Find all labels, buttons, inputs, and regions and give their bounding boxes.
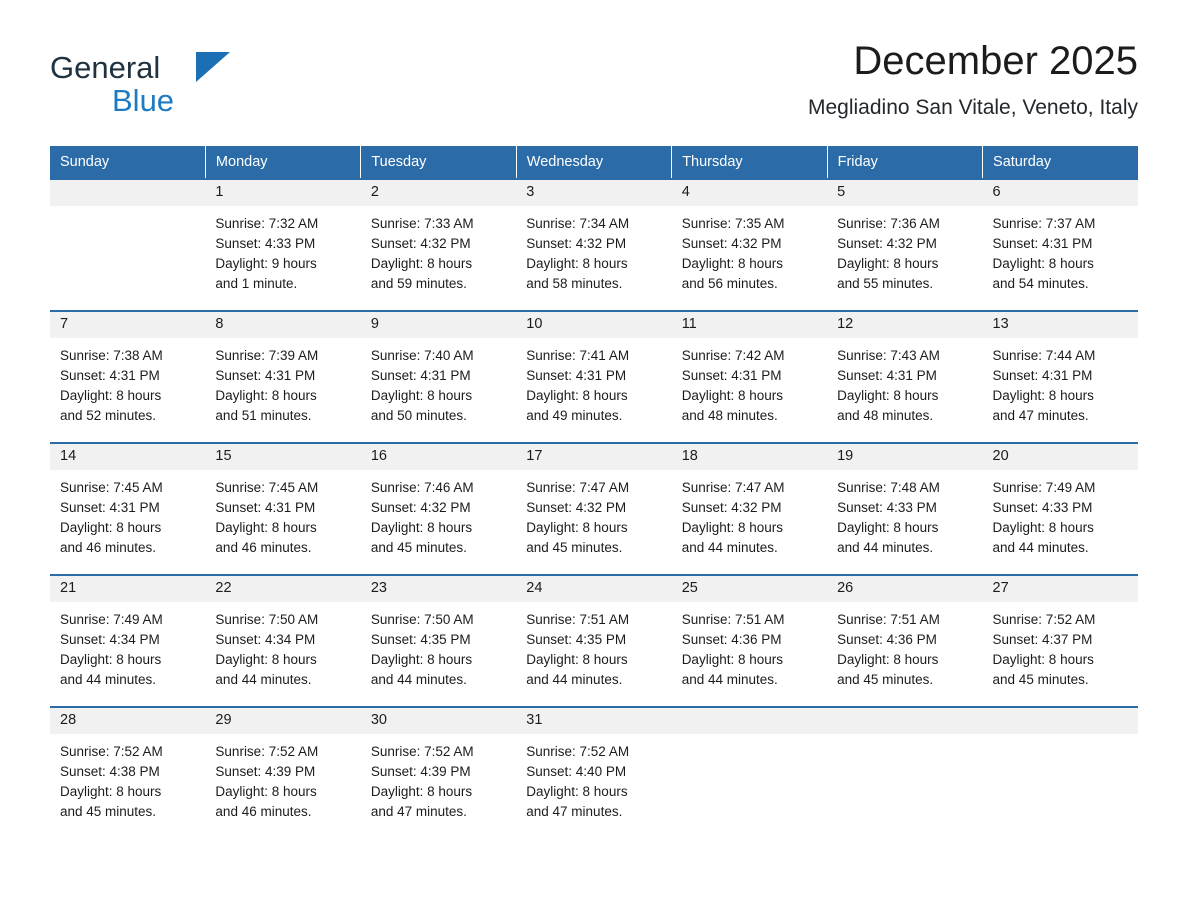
day-detail-line: Daylight: 8 hours: [370, 388, 473, 403]
location-subtitle: Megliadino San Vitale, Veneto, Italy: [807, 96, 1138, 119]
day-detail-line: and 59 minutes.: [370, 276, 467, 291]
day-detail-line: Sunrise: 7:38 AM: [60, 348, 163, 363]
calendar-row-spacer: [50, 298, 1138, 311]
calendar-day-cell[interactable]: [983, 575, 1138, 694]
day-details: [361, 734, 516, 822]
day-number: 12: [827, 312, 982, 338]
calendar-week-row: [50, 311, 1138, 430]
day-detail-line: Daylight: 8 hours: [526, 256, 628, 271]
day-detail-line: Sunset: 4:31 PM: [215, 368, 316, 383]
day-detail-line: Daylight: 8 hours: [215, 652, 317, 667]
weekday-header-tuesday: Tuesday: [361, 146, 516, 179]
day-detail-line: Sunset: 4:31 PM: [215, 500, 316, 515]
day-detail-line: Sunrise: 7:49 AM: [992, 480, 1096, 495]
day-detail-line: and 50 minutes.: [370, 408, 467, 423]
day-detail-line: and 48 minutes.: [837, 408, 934, 423]
calendar-day-cell[interactable]: [50, 575, 205, 694]
day-detail-line: Sunset: 4:31 PM: [681, 368, 782, 383]
calendar-day-cell[interactable]: [50, 443, 205, 562]
day-detail-line: and 56 minutes.: [681, 276, 778, 291]
day-number: 27: [983, 576, 1138, 602]
day-number: 4: [672, 180, 827, 206]
logo-text-blue: Blue: [112, 83, 175, 118]
day-details: [672, 206, 827, 294]
day-detail-line: Daylight: 8 hours: [526, 388, 628, 403]
day-details: [827, 734, 982, 742]
day-details: [50, 470, 205, 558]
day-detail-line: Sunrise: 7:50 AM: [370, 612, 474, 627]
day-detail-line: Sunset: 4:39 PM: [215, 764, 316, 779]
calendar-day-cell[interactable]: [205, 443, 360, 562]
day-detail-line: Daylight: 8 hours: [370, 784, 473, 799]
day-detail-line: Sunset: 4:31 PM: [526, 368, 627, 383]
day-details: [205, 734, 360, 822]
calendar-empty-cell: [672, 707, 827, 826]
day-detail-line: Sunset: 4:32 PM: [526, 236, 627, 251]
logo-triangle-icon: [196, 52, 230, 82]
day-details: [983, 734, 1138, 742]
day-detail-line: Daylight: 8 hours: [370, 520, 473, 535]
day-detail-line: and 46 minutes.: [215, 804, 312, 819]
calendar-day-cell[interactable]: [827, 575, 982, 694]
day-detail-line: Sunrise: 7:52 AM: [215, 744, 319, 759]
day-detail-line: Daylight: 8 hours: [215, 388, 317, 403]
day-detail-line: and 44 minutes.: [992, 540, 1089, 555]
day-detail-line: and 45 minutes.: [837, 672, 934, 687]
day-details: [983, 206, 1138, 294]
day-detail-line: and 58 minutes.: [526, 276, 623, 291]
calendar-day-cell[interactable]: [983, 311, 1138, 430]
day-detail-line: and 54 minutes.: [992, 276, 1089, 291]
calendar-row-spacer: [50, 694, 1138, 707]
calendar-day-cell[interactable]: [361, 179, 516, 298]
spacer-cell: [50, 430, 1138, 443]
day-detail-line: and 44 minutes.: [370, 672, 467, 687]
day-detail-line: and 47 minutes.: [526, 804, 623, 819]
day-detail-line: and 44 minutes.: [837, 540, 934, 555]
day-detail-line: Daylight: 8 hours: [215, 784, 317, 799]
day-detail-line: Daylight: 8 hours: [681, 520, 783, 535]
day-number: 5: [827, 180, 982, 206]
calendar-day-cell[interactable]: [50, 311, 205, 430]
day-details: [672, 470, 827, 558]
calendar-day-cell[interactable]: [672, 179, 827, 298]
day-detail-line: Daylight: 8 hours: [837, 520, 939, 535]
day-detail-line: Sunrise: 7:33 AM: [370, 216, 474, 231]
day-number: 20: [983, 444, 1138, 470]
day-detail-line: Sunset: 4:31 PM: [60, 500, 160, 515]
day-number: 30: [361, 708, 516, 734]
day-detail-line: Sunrise: 7:37 AM: [992, 216, 1096, 231]
day-detail-line: and 1 minute.: [215, 276, 298, 291]
day-detail-line: and 52 minutes.: [60, 408, 157, 423]
day-detail-line: Sunrise: 7:47 AM: [526, 480, 630, 495]
day-details: [361, 338, 516, 426]
day-detail-line: and 45 minutes.: [992, 672, 1089, 687]
day-details: [983, 470, 1138, 558]
day-detail-line: Daylight: 8 hours: [837, 256, 939, 271]
day-detail-line: Sunset: 4:31 PM: [837, 368, 937, 383]
calendar-empty-cell: [50, 179, 205, 298]
calendar-week-row: [50, 575, 1138, 694]
day-details: [672, 602, 827, 690]
day-number: 7: [50, 312, 205, 338]
day-details: [361, 470, 516, 558]
day-detail-line: Daylight: 8 hours: [370, 652, 473, 667]
day-number: 19: [827, 444, 982, 470]
day-detail-line: Daylight: 8 hours: [60, 388, 162, 403]
calendar-day-cell[interactable]: [516, 179, 671, 298]
day-detail-line: Sunset: 4:31 PM: [370, 368, 471, 383]
day-detail-line: Sunset: 4:31 PM: [60, 368, 160, 383]
day-details: [50, 338, 205, 426]
day-detail-line: Daylight: 8 hours: [60, 784, 162, 799]
day-detail-line: Sunrise: 7:48 AM: [837, 480, 940, 495]
day-detail-line: Sunrise: 7:46 AM: [370, 480, 474, 495]
day-detail-line: Sunrise: 7:52 AM: [992, 612, 1096, 627]
day-detail-line: and 46 minutes.: [60, 540, 157, 555]
day-detail-line: and 46 minutes.: [215, 540, 312, 555]
weekday-header-saturday: Saturday: [983, 146, 1138, 179]
day-details: [827, 602, 982, 690]
title-block: [250, 40, 1138, 120]
weekday-header-row: [50, 146, 1138, 179]
weekday-header-thursday: Thursday: [672, 146, 827, 179]
day-detail-line: Sunset: 4:34 PM: [60, 632, 160, 647]
weekday-header-friday: Friday: [827, 146, 982, 179]
day-detail-line: Sunrise: 7:44 AM: [992, 348, 1096, 363]
day-detail-line: Sunrise: 7:45 AM: [215, 480, 319, 495]
calendar-week-row: [50, 707, 1138, 826]
day-detail-line: and 47 minutes.: [992, 408, 1089, 423]
weekday-header-wednesday: Wednesday: [516, 146, 671, 179]
page-header: [50, 40, 1138, 124]
day-number: 8: [205, 312, 360, 338]
day-detail-line: and 44 minutes.: [215, 672, 312, 687]
day-details: [50, 734, 205, 822]
day-detail-line: Daylight: 8 hours: [526, 784, 628, 799]
day-number: [50, 180, 205, 206]
day-detail-line: Sunset: 4:32 PM: [681, 500, 782, 515]
day-number: 9: [361, 312, 516, 338]
weekday-header-sunday: Sunday: [50, 146, 205, 179]
day-number: 18: [672, 444, 827, 470]
day-detail-line: and 45 minutes.: [526, 540, 623, 555]
day-details: [205, 338, 360, 426]
day-detail-line: Sunset: 4:32 PM: [681, 236, 782, 251]
day-detail-line: Daylight: 8 hours: [837, 388, 939, 403]
day-detail-line: Sunset: 4:34 PM: [215, 632, 316, 647]
day-detail-line: Daylight: 8 hours: [992, 520, 1094, 535]
day-detail-line: Sunrise: 7:43 AM: [837, 348, 940, 363]
spacer-cell: [50, 298, 1138, 311]
day-detail-line: Sunset: 4:40 PM: [526, 764, 627, 779]
day-detail-line: Sunset: 4:36 PM: [837, 632, 937, 647]
calendar-day-cell[interactable]: [983, 443, 1138, 562]
day-number: 6: [983, 180, 1138, 206]
day-detail-line: Sunset: 4:31 PM: [992, 368, 1093, 383]
calendar-day-cell[interactable]: [50, 707, 205, 826]
day-detail-line: Sunset: 4:33 PM: [837, 500, 937, 515]
calendar-empty-cell: [827, 707, 982, 826]
calendar-day-cell[interactable]: [361, 707, 516, 826]
day-detail-line: Sunset: 4:35 PM: [526, 632, 627, 647]
day-detail-line: Sunrise: 7:45 AM: [60, 480, 163, 495]
day-details: [205, 602, 360, 690]
general-blue-logo: [50, 40, 250, 116]
day-detail-line: Daylight: 8 hours: [526, 520, 628, 535]
day-detail-line: Sunrise: 7:50 AM: [215, 612, 319, 627]
day-detail-line: Daylight: 8 hours: [992, 388, 1094, 403]
calendar-day-cell[interactable]: [361, 575, 516, 694]
calendar-day-cell[interactable]: [827, 311, 982, 430]
day-number: 22: [205, 576, 360, 602]
day-detail-line: and 44 minutes.: [681, 672, 778, 687]
day-detail-line: Sunrise: 7:40 AM: [370, 348, 474, 363]
calendar-body: [50, 179, 1138, 826]
day-detail-line: Sunset: 4:38 PM: [60, 764, 160, 779]
day-details: [50, 206, 205, 214]
day-detail-line: Daylight: 8 hours: [215, 520, 317, 535]
calendar-day-cell[interactable]: [827, 443, 982, 562]
day-number: [827, 708, 982, 734]
day-detail-line: Sunset: 4:32 PM: [837, 236, 937, 251]
day-detail-line: Sunrise: 7:49 AM: [60, 612, 163, 627]
day-detail-line: Sunset: 4:36 PM: [681, 632, 782, 647]
day-details: [205, 470, 360, 558]
day-details: [983, 338, 1138, 426]
day-details: [516, 602, 671, 690]
day-number: 13: [983, 312, 1138, 338]
day-detail-line: Sunset: 4:39 PM: [370, 764, 471, 779]
day-detail-line: Sunrise: 7:42 AM: [681, 348, 785, 363]
day-number: 3: [516, 180, 671, 206]
day-details: [361, 206, 516, 294]
day-detail-line: and 44 minutes.: [526, 672, 623, 687]
calendar-day-cell[interactable]: [672, 443, 827, 562]
day-details: [983, 602, 1138, 690]
day-detail-line: Sunset: 4:33 PM: [215, 236, 316, 251]
day-number: 31: [516, 708, 671, 734]
calendar-day-cell[interactable]: [361, 311, 516, 430]
day-detail-line: Sunset: 4:32 PM: [370, 236, 471, 251]
day-detail-line: and 47 minutes.: [370, 804, 467, 819]
weekday-header-monday: Monday: [205, 146, 360, 179]
calendar-day-cell[interactable]: [205, 575, 360, 694]
day-details: [516, 206, 671, 294]
calendar-day-cell[interactable]: [516, 443, 671, 562]
day-detail-line: Sunrise: 7:52 AM: [60, 744, 163, 759]
day-detail-line: Sunrise: 7:51 AM: [837, 612, 940, 627]
day-detail-line: Daylight: 8 hours: [60, 652, 162, 667]
day-detail-line: Daylight: 8 hours: [681, 256, 783, 271]
day-number: 2: [361, 180, 516, 206]
day-detail-line: and 51 minutes.: [215, 408, 312, 423]
day-detail-line: Daylight: 8 hours: [992, 256, 1094, 271]
day-number: 14: [50, 444, 205, 470]
day-detail-line: Sunrise: 7:35 AM: [681, 216, 785, 231]
day-detail-line: Sunrise: 7:51 AM: [526, 612, 630, 627]
day-number: 23: [361, 576, 516, 602]
calendar-row-spacer: [50, 430, 1138, 443]
day-detail-line: Daylight: 8 hours: [992, 652, 1094, 667]
page-title: December 2025: [853, 39, 1138, 83]
day-number: 26: [827, 576, 982, 602]
day-details: [672, 338, 827, 426]
day-detail-line: Sunset: 4:37 PM: [992, 632, 1093, 647]
calendar-week-row: [50, 179, 1138, 298]
calendar-day-cell[interactable]: [672, 311, 827, 430]
calendar-day-cell[interactable]: [516, 707, 671, 826]
day-detail-line: and 44 minutes.: [60, 672, 157, 687]
day-number: [672, 708, 827, 734]
day-detail-line: Sunrise: 7:41 AM: [526, 348, 630, 363]
calendar-empty-cell: [983, 707, 1138, 826]
calendar-table: [50, 146, 1138, 826]
day-details: [516, 734, 671, 822]
day-detail-line: Daylight: 8 hours: [370, 256, 473, 271]
logo-text-general: General: [50, 50, 161, 85]
day-number: 25: [672, 576, 827, 602]
day-detail-line: Sunrise: 7:52 AM: [526, 744, 630, 759]
day-details: [672, 734, 827, 742]
calendar-day-cell[interactable]: [205, 179, 360, 298]
day-detail-line: Sunrise: 7:36 AM: [837, 216, 940, 231]
day-detail-line: Sunrise: 7:39 AM: [215, 348, 319, 363]
day-detail-line: Daylight: 8 hours: [837, 652, 939, 667]
day-detail-line: and 45 minutes.: [370, 540, 467, 555]
day-detail-line: Daylight: 8 hours: [526, 652, 628, 667]
day-detail-line: Sunrise: 7:47 AM: [681, 480, 785, 495]
day-number: 15: [205, 444, 360, 470]
day-details: [361, 602, 516, 690]
day-detail-line: Daylight: 9 hours: [215, 256, 317, 271]
calendar-week-row: [50, 443, 1138, 562]
day-number: 17: [516, 444, 671, 470]
day-number: 28: [50, 708, 205, 734]
day-details: [827, 470, 982, 558]
day-detail-line: Daylight: 8 hours: [60, 520, 162, 535]
day-detail-line: Sunrise: 7:34 AM: [526, 216, 630, 231]
day-details: [516, 470, 671, 558]
calendar-day-cell[interactable]: [205, 707, 360, 826]
calendar-row-spacer: [50, 562, 1138, 575]
calendar-day-cell[interactable]: [983, 179, 1138, 298]
day-number: 29: [205, 708, 360, 734]
day-detail-line: Sunrise: 7:51 AM: [681, 612, 785, 627]
day-number: 10: [516, 312, 671, 338]
day-detail-line: Daylight: 8 hours: [681, 388, 783, 403]
day-details: [50, 602, 205, 690]
day-number: 24: [516, 576, 671, 602]
day-detail-line: Sunset: 4:35 PM: [370, 632, 471, 647]
day-details: [827, 338, 982, 426]
calendar-day-cell[interactable]: [827, 179, 982, 298]
day-detail-line: and 55 minutes.: [837, 276, 934, 291]
day-number: 11: [672, 312, 827, 338]
day-number: 16: [361, 444, 516, 470]
day-detail-line: and 44 minutes.: [681, 540, 778, 555]
spacer-cell: [50, 562, 1138, 575]
calendar-day-cell[interactable]: [672, 575, 827, 694]
day-detail-line: Sunset: 4:32 PM: [370, 500, 471, 515]
calendar-day-cell[interactable]: [361, 443, 516, 562]
day-number: 21: [50, 576, 205, 602]
calendar-day-cell[interactable]: [205, 311, 360, 430]
day-detail-line: Sunrise: 7:52 AM: [370, 744, 474, 759]
day-detail-line: and 48 minutes.: [681, 408, 778, 423]
day-detail-line: Sunset: 4:32 PM: [526, 500, 627, 515]
calendar-day-cell[interactable]: [516, 575, 671, 694]
spacer-cell: [50, 694, 1138, 707]
day-detail-line: Sunset: 4:33 PM: [992, 500, 1093, 515]
day-detail-line: and 45 minutes.: [60, 804, 157, 819]
day-details: [205, 206, 360, 294]
calendar-day-cell[interactable]: [516, 311, 671, 430]
day-detail-line: Sunrise: 7:32 AM: [215, 216, 319, 231]
day-detail-line: Daylight: 8 hours: [681, 652, 783, 667]
day-detail-line: and 49 minutes.: [526, 408, 623, 423]
day-number: 1: [205, 180, 360, 206]
day-details: [827, 206, 982, 294]
day-details: [516, 338, 671, 426]
day-number: [983, 708, 1138, 734]
day-detail-line: Sunset: 4:31 PM: [992, 236, 1093, 251]
